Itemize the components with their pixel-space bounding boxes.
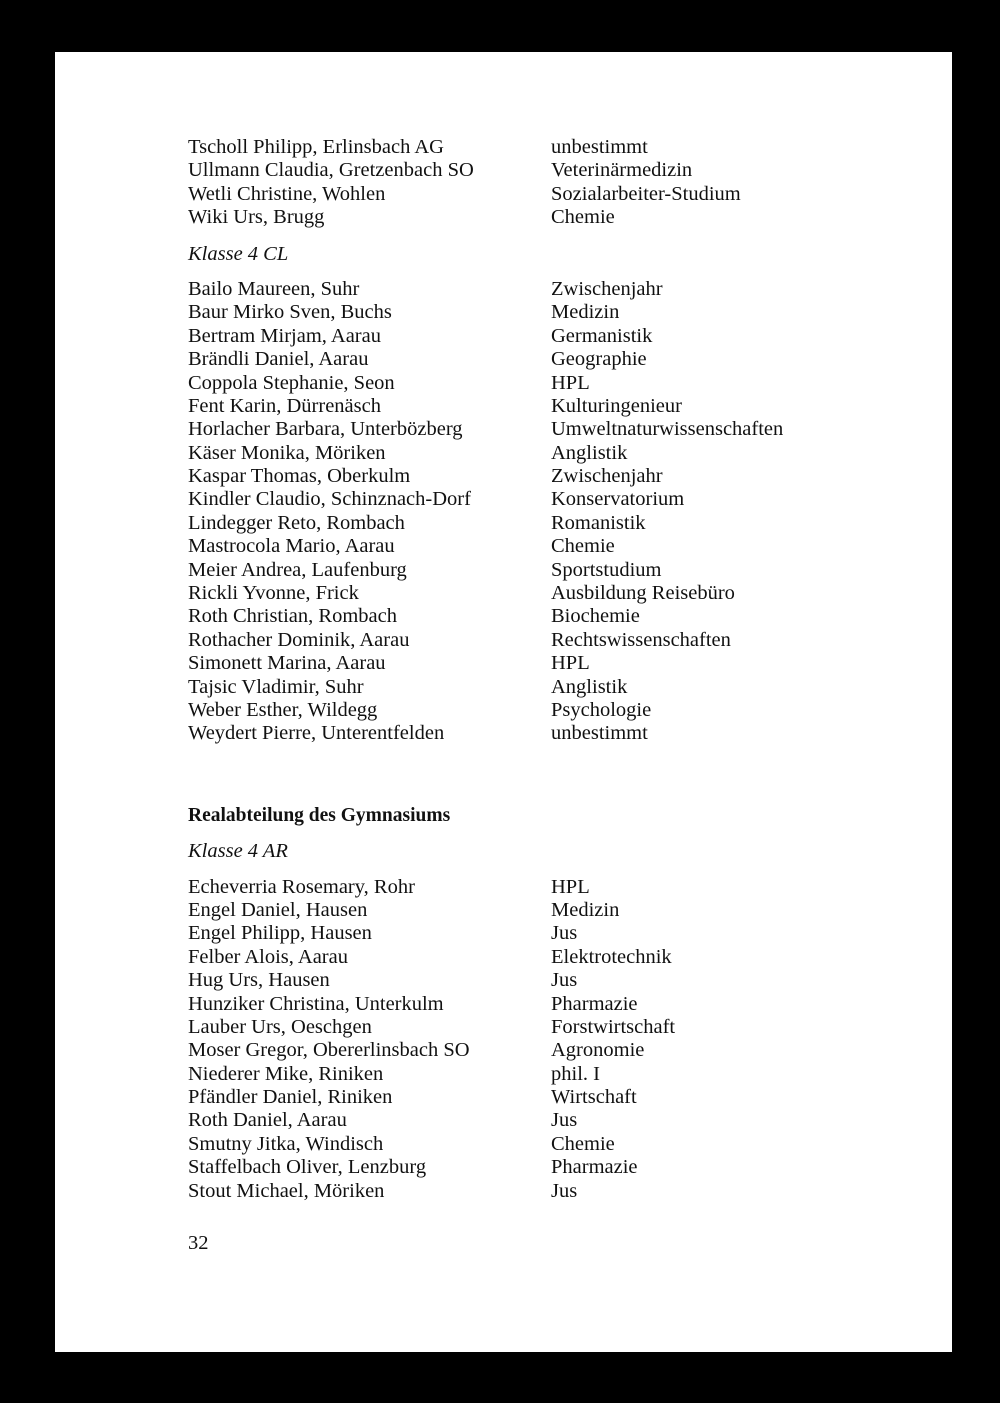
- student-name: Lindegger Reto, Rombach: [188, 511, 405, 534]
- list-item: [188, 922, 908, 945]
- study-field: Wirtschaft: [551, 1086, 637, 1109]
- study-field: Agronomie: [551, 1039, 645, 1062]
- student-name: Brändli Daniel, Aarau: [188, 348, 369, 371]
- list-item: [188, 582, 908, 605]
- list-item: [188, 1156, 908, 1179]
- study-field: Chemie: [551, 1132, 615, 1155]
- list-item: [188, 159, 908, 182]
- list-item: [188, 372, 908, 395]
- list-item: [188, 946, 908, 969]
- study-field: Chemie: [551, 535, 615, 558]
- list-item: [188, 1039, 908, 1062]
- spacer: [188, 827, 908, 840]
- student-name: Wetli Christine, Wohlen: [188, 182, 386, 205]
- student-name: Horlacher Barbara, Unterbözberg: [188, 418, 463, 441]
- student-name: Simonett Marina, Aarau: [188, 652, 386, 675]
- study-field: Romanistik: [551, 511, 646, 534]
- student-list-4ar: [188, 876, 908, 1203]
- student-name: Kindler Claudio, Schinznach-Dorf: [188, 488, 471, 511]
- student-name: Weydert Pierre, Unterentfelden: [188, 722, 445, 745]
- study-field: Pharmazie: [551, 992, 638, 1015]
- student-name: Tajsic Vladimir, Suhr: [188, 675, 364, 698]
- study-field: Psychologie: [551, 698, 652, 721]
- study-field: Jus: [551, 969, 578, 992]
- student-name: Felber Alois, Aarau: [188, 945, 348, 968]
- student-name: Stout Michael, Möriken: [188, 1179, 385, 1202]
- student-name: Hunziker Christina, Unterkulm: [188, 992, 444, 1015]
- student-name: Lauber Urs, Oeschgen: [188, 1015, 372, 1038]
- class-heading-4cl: Klasse 4 CL: [188, 242, 289, 265]
- list-item: [188, 722, 908, 745]
- student-list-top: [188, 136, 908, 230]
- page-content: [188, 136, 908, 1203]
- study-field: Geographie: [551, 348, 647, 371]
- study-field: Veterinärmedizin: [551, 159, 693, 182]
- list-item: [188, 512, 908, 535]
- list-item: [188, 676, 908, 699]
- list-item: [188, 899, 908, 922]
- list-item: [188, 395, 908, 418]
- study-field: Biochemie: [551, 605, 640, 628]
- study-field: Medizin: [551, 898, 620, 921]
- list-item: [188, 1086, 908, 1109]
- study-field: Chemie: [551, 206, 615, 229]
- study-field: Zwischenjahr: [551, 465, 663, 488]
- list-item: [188, 418, 908, 441]
- list-item: [188, 1133, 908, 1156]
- student-name: Echeverria Rosemary, Rohr: [188, 875, 415, 898]
- student-name: Coppola Stephanie, Seon: [188, 371, 395, 394]
- student-name: Hug Urs, Hausen: [188, 969, 330, 992]
- list-item: [188, 652, 908, 675]
- study-field: Pharmazie: [551, 1156, 638, 1179]
- study-field: Jus: [551, 1109, 578, 1132]
- study-field: Medizin: [551, 301, 620, 324]
- class-heading-4ar: Klasse 4 AR: [188, 840, 288, 863]
- list-item: [188, 699, 908, 722]
- list-item: [188, 969, 908, 992]
- list-item: [188, 488, 908, 511]
- student-name: Bertram Mirjam, Aarau: [188, 324, 381, 347]
- student-name: Pfändler Daniel, Riniken: [188, 1086, 393, 1109]
- study-field: unbestimmt: [551, 136, 648, 158]
- section-heading: Realabteilung des Gymnasiums: [188, 804, 451, 826]
- study-field: Konservatorium: [551, 488, 685, 511]
- student-name: Meier Andrea, Laufenburg: [188, 558, 407, 581]
- list-item: [188, 559, 908, 582]
- student-name: Mastrocola Mario, Aarau: [188, 535, 395, 558]
- student-name: Tscholl Philipp, Erlinsbach AG: [188, 136, 444, 158]
- student-name: Engel Philipp, Hausen: [188, 922, 372, 945]
- study-field: phil. I: [551, 1062, 600, 1085]
- spacer: [188, 230, 908, 243]
- study-field: Ausbildung Reisebüro: [551, 582, 735, 605]
- student-name: Staffelbach Oliver, Lenzburg: [188, 1156, 427, 1179]
- study-field: Rechtswissenschaften: [551, 628, 731, 651]
- list-item: [188, 325, 908, 348]
- study-field: Sportstudium: [551, 558, 662, 581]
- student-name: Bailo Maureen, Suhr: [188, 277, 360, 300]
- student-name: Wiki Urs, Brugg: [188, 206, 325, 229]
- document-page: [55, 52, 952, 1352]
- student-name: Rickli Yvonne, Frick: [188, 582, 359, 605]
- study-field: Kulturingenieur: [551, 394, 682, 417]
- student-list-4cl: [188, 278, 908, 746]
- study-field: Sozialarbeiter-Studium: [551, 182, 741, 205]
- study-field: Anglistik: [551, 675, 628, 698]
- student-name: Engel Daniel, Hausen: [188, 898, 368, 921]
- list-item: [188, 278, 908, 301]
- student-name: Rothacher Dominik, Aarau: [188, 628, 410, 651]
- student-name: Roth Daniel, Aarau: [188, 1109, 347, 1132]
- list-item: [188, 183, 908, 206]
- student-name: Weber Esther, Wildegg: [188, 698, 378, 721]
- study-field: Zwischenjahr: [551, 277, 663, 300]
- list-item: [188, 1109, 908, 1132]
- student-name: Käser Monika, Möriken: [188, 441, 386, 464]
- list-item: [188, 301, 908, 324]
- study-field: unbestimmt: [551, 722, 648, 745]
- page-number: 32: [188, 1232, 209, 1254]
- study-field: HPL: [551, 652, 590, 675]
- study-field: Anglistik: [551, 441, 628, 464]
- study-field: Elektrotechnik: [551, 945, 672, 968]
- student-name: Fent Karin, Dürrenäsch: [188, 394, 381, 417]
- spacer: [188, 864, 908, 876]
- spacer: [188, 746, 908, 804]
- list-item: [188, 535, 908, 558]
- student-name: Ullmann Claudia, Gretzenbach SO: [188, 159, 474, 182]
- list-item: [188, 442, 908, 465]
- student-name: Smutny Jitka, Windisch: [188, 1132, 384, 1155]
- list-item: [188, 993, 908, 1016]
- study-field: Germanistik: [551, 324, 653, 347]
- list-item: [188, 629, 908, 652]
- spacer: [188, 266, 908, 278]
- study-field: Jus: [551, 1179, 578, 1202]
- student-name: Moser Gregor, Obererlinsbach SO: [188, 1039, 470, 1062]
- student-name: Baur Mirko Sven, Buchs: [188, 301, 392, 324]
- study-field: Forstwirtschaft: [551, 1015, 676, 1038]
- study-field: Umweltnaturwissenschaften: [551, 418, 784, 441]
- list-item: [188, 876, 908, 899]
- student-name: Kaspar Thomas, Oberkulm: [188, 465, 411, 488]
- study-field: Jus: [551, 922, 578, 945]
- list-item: [188, 1063, 908, 1086]
- list-item: [188, 465, 908, 488]
- list-item: [188, 206, 908, 229]
- study-field: HPL: [551, 371, 590, 394]
- list-item: [188, 1016, 908, 1039]
- list-item: [188, 605, 908, 628]
- list-item: [188, 1180, 908, 1203]
- student-name: Niederer Mike, Riniken: [188, 1062, 384, 1085]
- list-item: [188, 136, 908, 159]
- study-field: HPL: [551, 875, 590, 898]
- list-item: [188, 348, 908, 371]
- student-name: Roth Christian, Rombach: [188, 605, 397, 628]
